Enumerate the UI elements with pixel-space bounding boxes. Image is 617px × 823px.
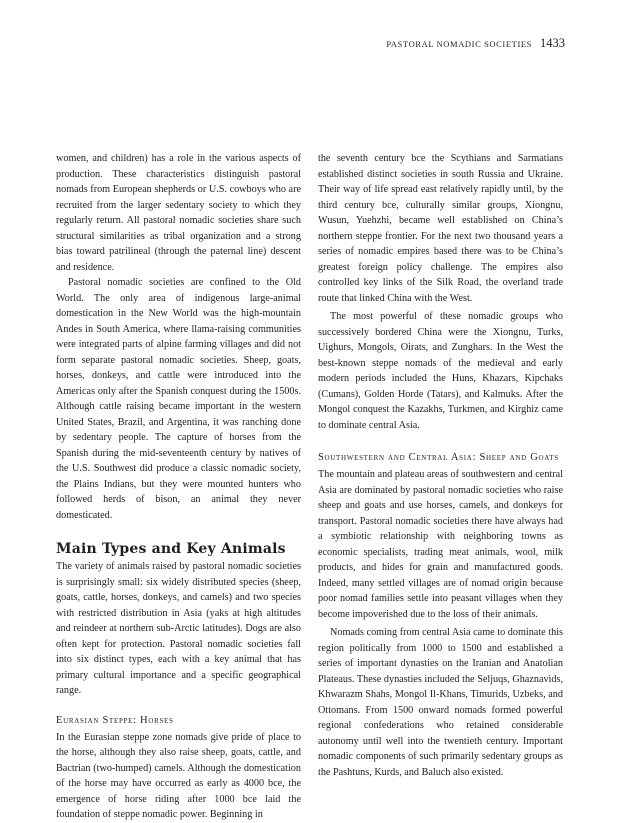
paragraph: The mountain and plateau areas of southwestern and central Asia are dominated by pastoral nomadic societies who raise sheep and goats and use horses, camels, and donkeys for transport. Pastoral nomadic societies there have always had a symbiotic relationship with neighboring towns as economic specialists, trading meat animals, wool, milk products, and hides for grain and manufactured goods. Indeed, many settled villages are of nomad origin because poor nomad families settle into peasant villages when they become impoverished due to the loss of their animals. (318, 469, 563, 620)
subsection-heading: Southwestern and Central Asia: Sheep and Goats (318, 452, 559, 463)
subsection-heading: Eurasian Steppe: Horses (56, 714, 174, 726)
paragraph: the seventh century bce the Scythians and Sarmatians established distinct societies in south Russia and Ukraine. Their way of life spread east relatively rapidly until, by the third century bce, culturally similar groups, Xiongnu, Wusun, Yuehzhi, became well established on China’s northern steppe frontier. For the next two thousand years a series of nomadic empires based there was to be China’s greatest foreign policy challenge. The empires also controlled key links of the Silk Road, the overland trade route that linked China with the West. (318, 153, 563, 304)
section-heading: Main Types and Key Animals (56, 541, 286, 557)
paragraph: In the Eurasian steppe zone nomads give pride of place to the horse, although they also raise sheep, goats, cattle, and Bactrian (two-humped) camels. Although the domestication of the horse may have occurred as early as 4000 bce, the emergence of horse riding after 1000 bce laid the foundation of steppe nomadic power. Beginning in (56, 731, 301, 820)
page-number: 1433 (540, 36, 565, 50)
paragraph: The most powerful of these nomadic groups who successively bordered China were the Xiongnu, Turks, Uighurs, Mongols, Oirats, and Zunghars. In the West the best-known steppe nomads of the medieval and early modern periods included the Huns, Khazars, Kipchaks (Cumans), Golden Horde (Tatars), and Kalmuks. After the Mongol conquest the Kazakhs, Turkmen, and Kirghiz came to dominate central Asia. (318, 311, 563, 431)
paragraph: The variety of animals raised by pastoral nomadic societies is surprisingly small: six widely distributed species (sheep, goats, cattle, horses, donkeys, and camels) and two species with restricted distribution in Asia (yaks at high altitudes and reindeer at northern sub-Arctic latitudes). Dogs are also often kept for protection. Pastoral nomadic societies fall into six distinct types, each with a key animal that has primary cultural importance and a specific geographical range. (56, 561, 301, 696)
right-column (318, 151, 563, 780)
paragraph: Pastoral nomadic societies are confined to the Old World. The only area of indigenous large-animal domestication in the New World was the high-mountain Andes in South America, where llama-raising communities were integrated parts of alpine farming villages and did not form separate pastoral nomadic societies. Sheep, goats, horses, donkeys, and cattle were introduced into the Americas only after the Spanish conquest during the 1500s. Although cattle raising became important in the western United States, Brazil, and Argentina, it was ranching done by sedentary people. The capture of horses from the Spanish during the mid-seventeenth century by natives of the U.S. Southwest did produce a classic nomadic society, the Plains Indians, but they were mounted hunters who followed herds of bison, an animal they never domesticated. (56, 277, 301, 521)
paragraph: women, and children) has a role in the various aspects of production. These characteristics distinguish pastoral nomads from European shepherds or U.S. cowboys who are recruited from the larger sedentary society to which they regularly return. All pastoral nomadic societies share such structural similarities as tribal organization and a strong bias toward patrilineal (through the paternal line) descent and residence. (56, 153, 301, 273)
left-column (56, 151, 301, 823)
paragraph: Nomads coming from central Asia came to dominate this region politically from 1000 to 1500 and established a series of important dynasties on the Iranian and Anatolian Plateaus. These dynasties included the Seljuqs, Ghaznavids, Khwarazm Shahs, Mongol Il-Khans, Timurids, Uzbeks, and Ottomans. From 1500 onward nomads formed powerful regional confederations who retained considerable autonomy until well into the twentieth century. Important nomadic components of such primarily sedentary groups as the Pashtuns, Kurds, and Baluch also existed. (318, 627, 563, 778)
running-title: PASTORAL NOMADIC SOCIETIES (386, 39, 532, 49)
running-head (386, 36, 565, 51)
